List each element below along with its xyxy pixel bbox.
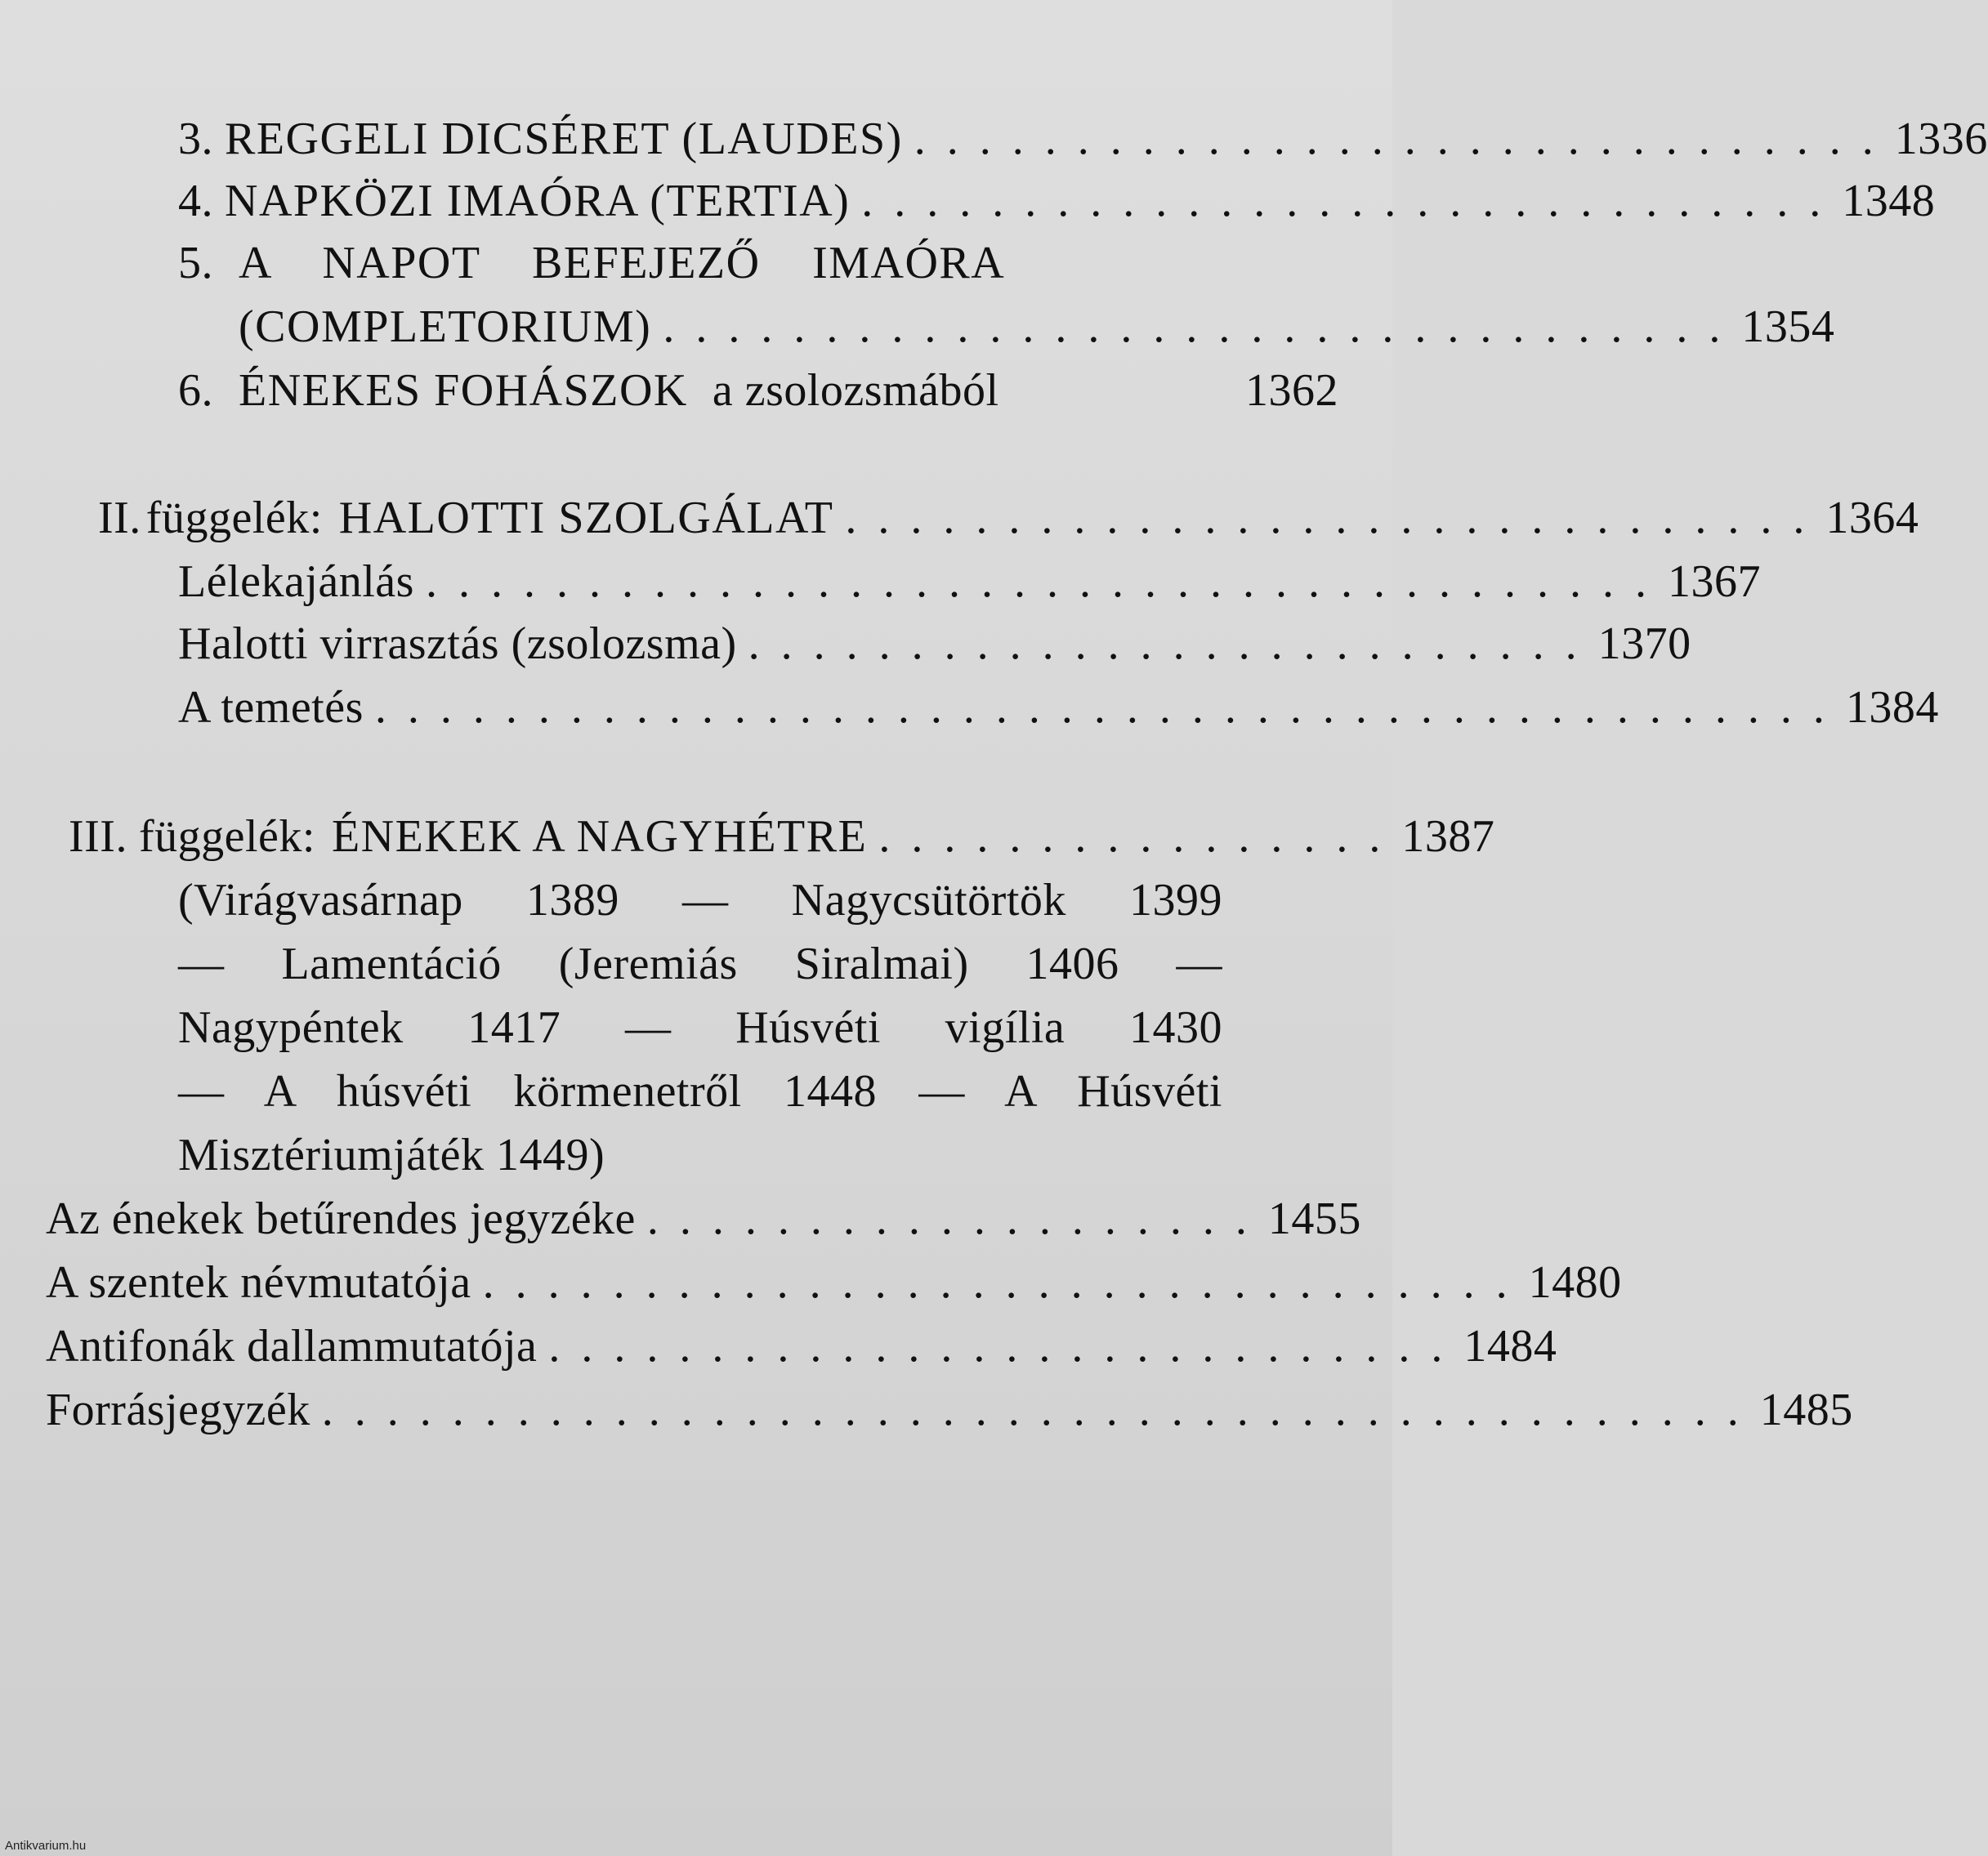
- index-page: 1485: [1759, 1385, 1853, 1435]
- entry-title: REGGELI DICSÉRET (LAUDES): [225, 114, 903, 164]
- appendix-number: II.: [98, 493, 141, 543]
- watermark-text: Antikvarium.hu: [5, 1839, 87, 1853]
- entry-title: Lélekajánlás: [178, 556, 414, 607]
- entry-number: 5.: [178, 238, 213, 288]
- toc-entry-laudes: [178, 113, 1988, 165]
- toc-appendix-3: [69, 810, 1495, 863]
- appendix-3-desc-line: — A húsvéti körmenetről 1448 — A Húsvéti: [178, 1066, 1222, 1117]
- toc-entry-tertia: [178, 175, 1936, 227]
- entry-title: A NAPOT BEFEJEZŐ IMAÓRA: [239, 238, 1006, 288]
- entry-page: 1364: [1825, 493, 1919, 543]
- appendix-3-desc-line: Nagypéntek 1417 — Húsvéti vigília 1430: [178, 1002, 1222, 1053]
- toc-entry-halotti-virrasztas: [178, 618, 1691, 670]
- index-title: Az énekek betűrendes jegyzéke: [46, 1193, 636, 1244]
- toc-index-forrasjegyzek: [46, 1384, 1853, 1436]
- entry-title: NAPKÖZI IMAÓRA (TERTIA): [225, 176, 851, 226]
- entry-number: 6.: [178, 365, 213, 416]
- toc-entry-enekes-fohaszok: [178, 364, 1338, 417]
- appendix-title: ÉNEKEK A NAGYHÉTRE: [331, 811, 868, 862]
- entry-page: 1354: [1741, 301, 1835, 352]
- dot-leader: . . . . . . . . . . . . . . . . . . . . . . . . . . . . . .: [845, 493, 1810, 543]
- appendix-number: III.: [69, 811, 127, 862]
- appendix-label: függelék:: [145, 493, 323, 543]
- index-page: 1484: [1463, 1321, 1557, 1372]
- entry-page: 1348: [1842, 176, 1936, 226]
- appendix-3-desc-line: — Lamentáció (Jeremiás Siralmai) 1406 —: [178, 939, 1222, 989]
- dot-leader: . . . . . . . . . . . . . . . . . . . . . . . . . . . . . .: [914, 114, 1879, 164]
- toc-index-enekek: [46, 1193, 1361, 1245]
- toc-entry-temetes: [178, 681, 1939, 734]
- appendix-3-desc-line: (Virágvasárnap 1389 — Nagycsütörtök 1399: [178, 875, 1222, 926]
- index-title: Antifonák dallammutatója: [46, 1321, 538, 1372]
- entry-page: 1370: [1597, 618, 1691, 669]
- entry-page: 1367: [1667, 556, 1761, 607]
- index-page: 1480: [1528, 1257, 1622, 1308]
- dot-leader: . . . . . . . . . . . . . . . . . . . . . . . . . . . . . . . . . . . . . . . . . . . .: [321, 1385, 1744, 1435]
- entry-page: 1384: [1845, 682, 1939, 733]
- entry-title-tail: a zsolozsmából: [712, 365, 999, 416]
- toc-appendix-2: [98, 492, 1919, 544]
- dot-leader: . . . . . . . . . . . . . . . . . . . . . . . . . . . . . . . . .: [663, 301, 1726, 352]
- toc-index-antifonak: [46, 1320, 1557, 1372]
- dot-leader: . . . . . . . . . . . . . . . . . . . . . . . . . . . . . .: [861, 176, 1826, 226]
- entry-page: 1362: [1245, 365, 1338, 416]
- entry-title: A temetés: [178, 682, 364, 733]
- appendix-3-desc-line: Misztériumjáték 1449): [178, 1130, 605, 1180]
- dot-leader: . . . . . . . . . . . . . . . . . . .: [646, 1193, 1252, 1244]
- entry-number: 4.: [178, 176, 213, 226]
- entry-title: ÉNEKES FOHÁSZOK: [239, 365, 688, 416]
- dot-leader: . . . . . . . . . . . . . . . . . . . . . . . . . .: [748, 618, 1582, 669]
- entry-title: Halotti virrasztás (zsolozsma): [178, 618, 737, 669]
- entry-number: 3.: [178, 114, 213, 164]
- index-title: Forrásjegyzék: [46, 1385, 310, 1435]
- index-page: 1455: [1267, 1193, 1361, 1244]
- appendix-title: HALOTTI SZOLGÁLAT: [338, 493, 834, 543]
- dot-leader: . . . . . . . . . . . . . . . .: [878, 811, 1386, 862]
- entry-page: 1336: [1894, 114, 1988, 164]
- dot-leader: . . . . . . . . . . . . . . . . . . . . . . . . . . . . . . . . . . . . . . . . . . . . .: [374, 682, 1829, 733]
- dot-leader: . . . . . . . . . . . . . . . . . . . . . . . . . . . . . . . .: [482, 1257, 1512, 1308]
- entry-title-continued: (COMPLETORIUM): [239, 301, 652, 352]
- entry-page: 1387: [1401, 811, 1495, 862]
- toc-entry-completorium-line1: [178, 237, 1214, 289]
- appendix-label: függelék:: [138, 811, 315, 862]
- toc-index-szentek: [46, 1256, 1622, 1309]
- index-title: A szentek névmutatója: [46, 1257, 471, 1308]
- dot-leader: . . . . . . . . . . . . . . . . . . . . . . . . . . . . . . . . . . . . . .: [425, 556, 1651, 607]
- toc-entry-lelekajanlas: [178, 555, 1761, 608]
- dot-leader: . . . . . . . . . . . . . . . . . . . . . . . . . . . .: [548, 1321, 1448, 1372]
- toc-entry-completorium-line2: [239, 301, 1835, 353]
